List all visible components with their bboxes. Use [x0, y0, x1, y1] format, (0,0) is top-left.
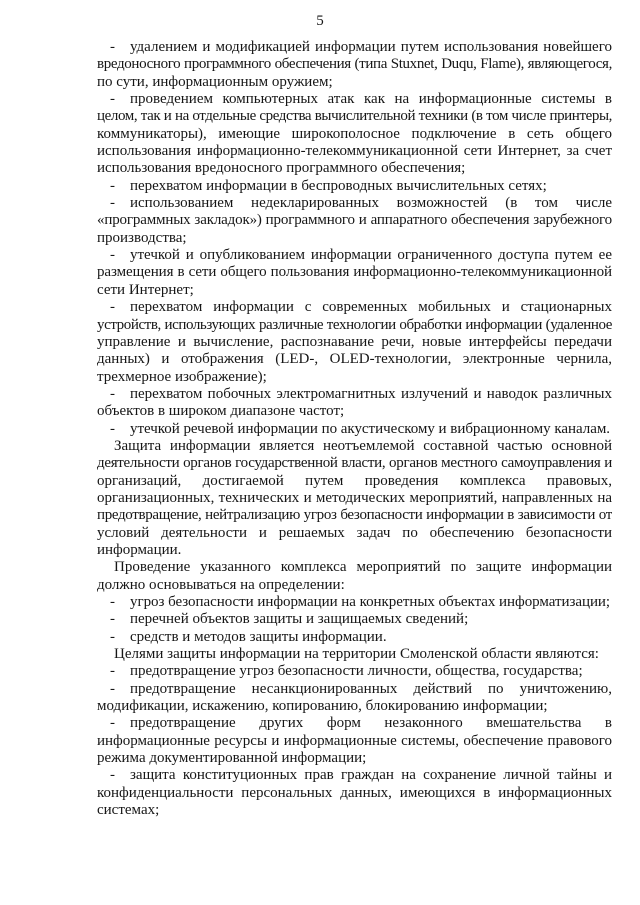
text-line — [97, 767, 612, 784]
bullet-item — [97, 91, 612, 178]
line-text: предотвращение несанкционированных действий по уничтожению, — [130, 680, 612, 697]
text-line — [97, 299, 612, 316]
bullet-item — [97, 39, 612, 91]
line-text: перехватом побочных электромагнитных излучений и наводок различных — [130, 385, 612, 402]
line-text: Целями защиты информации на территории Смоленской области являются: — [114, 646, 599, 663]
line-text: данных) и отображения (LED-, OLED-технологии, электронные чернила, — [97, 351, 612, 368]
line-text: использования информационно-телекоммуникационной сети Интернет, за счет — [97, 143, 612, 160]
bullet-marker: - — [110, 299, 115, 316]
text-line — [97, 91, 612, 108]
text-line — [97, 178, 612, 195]
bullet-marker: - — [110, 420, 115, 437]
line-text: Защита информации является неотъемлемой составной частью основной — [114, 437, 612, 454]
line-text: модификации, искажению, копированию, блокированию информации; — [97, 698, 548, 715]
text-line — [97, 490, 612, 507]
text-line — [97, 802, 612, 819]
line-text: перечней объектов защиты и защищаемых сведений; — [130, 611, 469, 628]
document-body — [97, 39, 612, 819]
line-text: предотвращение, нейтрализацию угроз безопасности информации в зависимости от — [97, 507, 612, 524]
line-text: информационные ресурсы и информационные системы, обеспечение правового — [97, 732, 612, 749]
bullet-item — [97, 594, 612, 611]
text-line — [97, 247, 612, 264]
line-text: информации. — [97, 541, 182, 558]
line-text: коммуникаторы), имеющие широкополосное подключение в сеть общего — [97, 125, 612, 142]
bullet-marker: - — [110, 91, 115, 108]
text-line — [97, 577, 612, 594]
text-line — [97, 594, 612, 611]
bullet-item — [97, 611, 612, 628]
text-line — [97, 542, 612, 559]
bullet-item — [97, 629, 612, 646]
line-text: условий деятельности и решаемых задач по обеспечению безопасности — [97, 524, 612, 541]
text-line — [97, 39, 612, 56]
text-line — [97, 108, 612, 125]
text-line — [97, 56, 612, 73]
text-line — [97, 473, 612, 490]
text-line — [97, 733, 612, 750]
paragraph — [97, 559, 612, 594]
text-line — [97, 317, 612, 334]
text-line — [97, 559, 612, 576]
bullet-item — [97, 681, 612, 716]
bullet-item — [97, 767, 612, 819]
line-text: утечкой и опубликованием информации ограниченного доступа путем ее — [130, 247, 612, 264]
text-line — [97, 403, 612, 420]
text-line — [97, 681, 612, 698]
paragraph — [97, 646, 612, 663]
line-text: предотвращение других форм незаконного вмешательства в — [130, 715, 612, 732]
line-text: удалением и модификацией информации путем использования новейшего — [130, 39, 612, 55]
bullet-item — [97, 178, 612, 195]
bullet-item — [97, 421, 612, 438]
line-text: угроз безопасности информации на конкретных объектах информатизации; — [130, 594, 611, 610]
bullet-marker: - — [110, 663, 115, 680]
line-text: Проведение указанного комплекса мероприятий по защите информации — [114, 559, 612, 576]
line-text: утечкой речевой информации по акустическому и вибрационному каналам. — [130, 420, 611, 437]
bullet-marker: - — [110, 680, 115, 697]
line-text: сети Интернет; — [97, 281, 194, 298]
line-text: по сути, информационным оружием; — [97, 73, 333, 90]
line-text: производства; — [97, 229, 187, 246]
line-text: должно основываться на определении: — [97, 576, 345, 593]
text-line — [97, 785, 612, 802]
bullet-marker: - — [110, 628, 115, 645]
line-text: средств и методов защиты информации. — [130, 628, 387, 645]
line-text: проведением компьютерных атак как на информационные системы в — [130, 91, 612, 108]
line-text: режима документированной информации; — [97, 750, 367, 767]
paragraph — [97, 438, 612, 559]
bullet-marker: - — [110, 195, 115, 212]
bullet-marker: - — [110, 594, 115, 610]
line-text: использования вредоносного программного обеспечения; — [97, 160, 466, 177]
bullet-marker: - — [110, 385, 115, 402]
line-text: конфиденциальности персональных данных, имеющихся в информационных — [97, 784, 612, 801]
text-line — [97, 369, 612, 386]
text-line — [97, 646, 612, 663]
line-text: организаций, достигаемой путем проведения комплекса правовых, — [97, 472, 612, 489]
text-line — [97, 212, 612, 229]
text-line — [97, 195, 612, 212]
bullet-item — [97, 299, 612, 386]
page-number: 5 — [316, 13, 324, 29]
text-line — [97, 611, 612, 628]
line-text: защита конституционных прав граждан на сохранение личной тайны и — [130, 767, 612, 784]
line-text: использованием недекларированных возможностей (в том числе — [130, 195, 612, 212]
text-line — [97, 715, 612, 732]
line-text: вредоносного программного обеспечения (типа Stuxnet, Duqu, Flame), являющегося, — [97, 56, 612, 73]
text-line — [97, 663, 612, 680]
text-line — [97, 438, 612, 455]
text-line — [97, 421, 612, 438]
text-line — [97, 351, 612, 368]
text-line — [97, 455, 612, 472]
text-line — [97, 386, 612, 403]
bullet-marker: - — [110, 611, 115, 628]
text-line — [97, 160, 612, 177]
text-line — [97, 143, 612, 160]
text-line — [97, 629, 612, 646]
line-text: предотвращение угроз безопасности личности, общества, государства; — [130, 663, 583, 680]
bullet-marker: - — [110, 39, 115, 55]
bullet-item — [97, 715, 612, 767]
text-line — [97, 282, 612, 299]
text-line — [97, 74, 612, 91]
bullet-marker: - — [110, 715, 115, 732]
line-text: управление и вычисление, распознавание речи, новые интерфейсы передачи — [97, 333, 612, 350]
bullet-item — [97, 386, 612, 421]
bullet-item — [97, 663, 612, 680]
line-text: деятельности органов государственной власти, органов местного самоуправления и — [97, 455, 612, 472]
text-line — [97, 334, 612, 351]
line-text: «программных закладок») программного и аппаратного обеспечения зарубежного — [97, 212, 612, 229]
bullet-item — [97, 247, 612, 299]
bullet-marker: - — [110, 767, 115, 784]
line-text: перехватом информации с современных мобильных и стационарных — [130, 299, 612, 316]
text-line — [97, 698, 612, 715]
text-line — [97, 126, 612, 143]
bullet-marker: - — [110, 177, 115, 194]
text-line — [97, 230, 612, 247]
line-text: перехватом информации в беспроводных вычислительных сетях; — [130, 177, 547, 194]
line-text: объектов в широком диапазоне частот; — [97, 403, 345, 420]
text-line — [97, 525, 612, 542]
line-text: размещения в сети общего пользования информационно-телекоммуникационной — [97, 264, 612, 281]
line-text: трехмерное изображение); — [97, 368, 267, 385]
bullet-item — [97, 195, 612, 247]
text-line — [97, 750, 612, 767]
text-line — [97, 264, 612, 281]
bullet-marker: - — [110, 247, 115, 264]
line-text: организационных, технических и методических мероприятий, направленных на — [97, 489, 612, 506]
line-text: целом, так и на отдельные средства вычислительной техники (в том числе принтеры, — [97, 108, 612, 125]
line-text: системах; — [97, 802, 160, 819]
text-line — [97, 507, 612, 524]
line-text: устройств, использующих различные технологии обработки информации (удаленное — [97, 316, 612, 333]
